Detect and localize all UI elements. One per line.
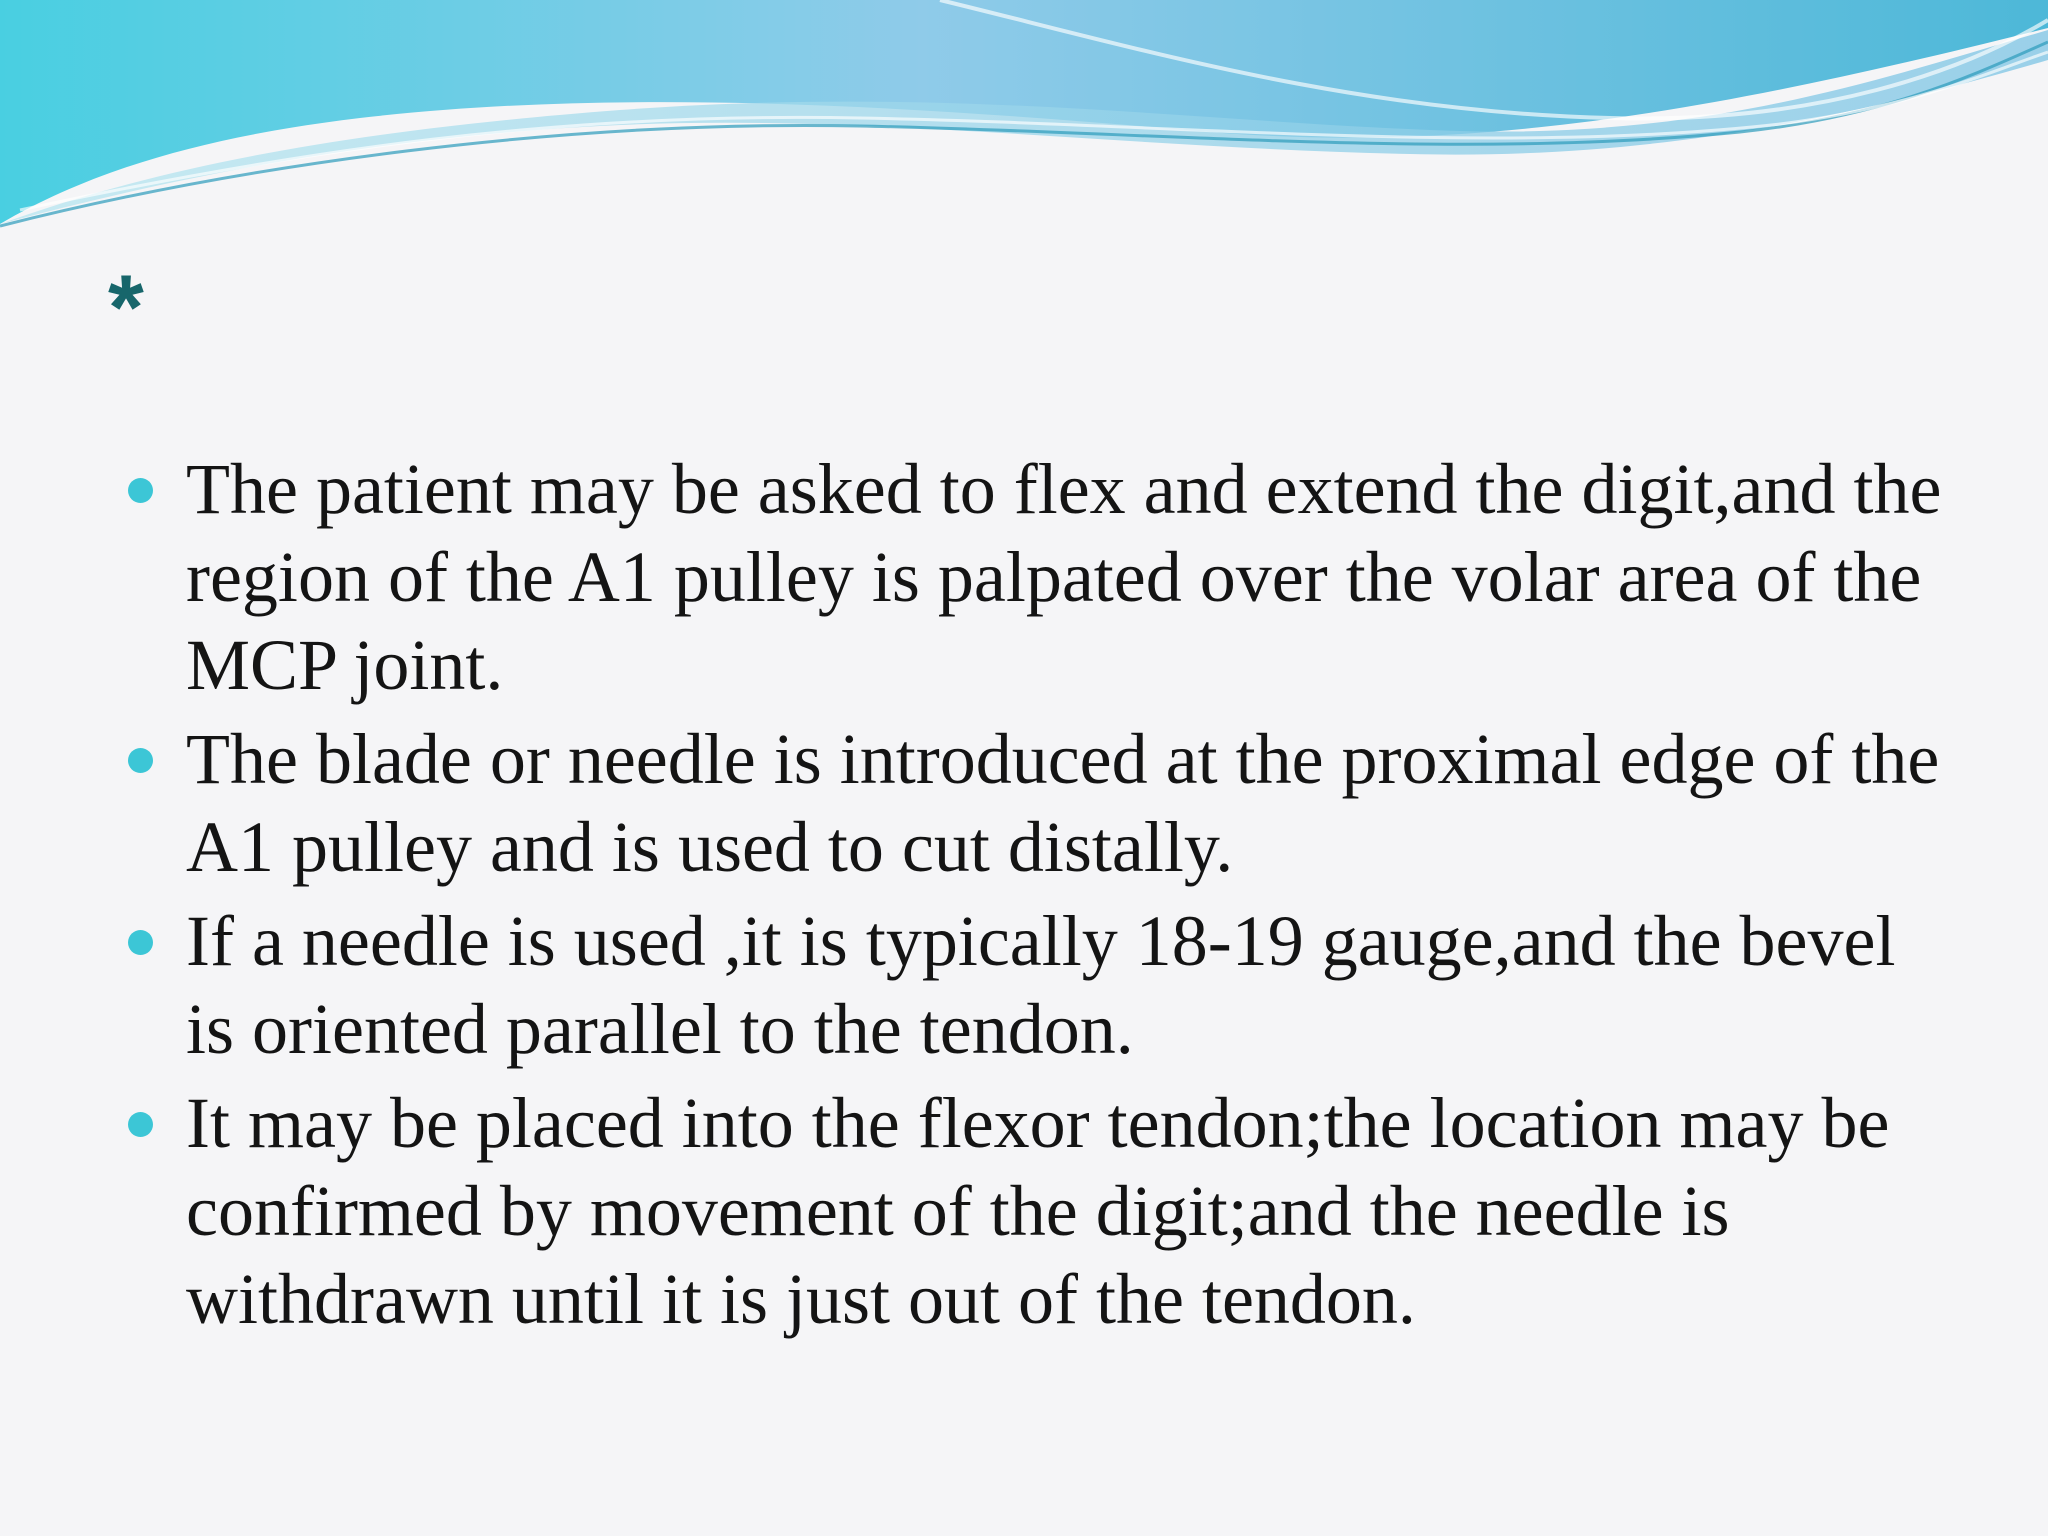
bullet-icon <box>128 930 153 955</box>
decorative-wave-header <box>0 0 2048 240</box>
bullet-text: If a needle is used ,it is typically 18-19 gauge,and the bevel is oriented parallel to the tendon. <box>186 901 1896 1069</box>
bullet-item <box>120 1079 1960 1343</box>
bullet-item <box>120 445 1960 709</box>
bullet-text: The blade or needle is introduced at the proximal edge of the A1 pulley and is used to cut distally. <box>186 719 1940 887</box>
bullet-item <box>120 897 1960 1073</box>
bullet-text: It may be placed into the flexor tendon;the location may be confirmed by movement of the digit;and the needle is withdrawn until it is just out of the tendon. <box>186 1083 1890 1339</box>
bullet-icon <box>128 478 153 503</box>
bullet-icon <box>128 1112 153 1137</box>
bullet-item <box>120 715 1960 891</box>
bullet-text: The patient may be asked to flex and extend the digit,and the region of the A1 pulley is palpated over the volar area of the MCP joint. <box>186 449 1942 705</box>
bullet-icon <box>128 748 153 773</box>
slide-title: * <box>108 257 144 359</box>
bullet-list <box>120 445 1960 1349</box>
